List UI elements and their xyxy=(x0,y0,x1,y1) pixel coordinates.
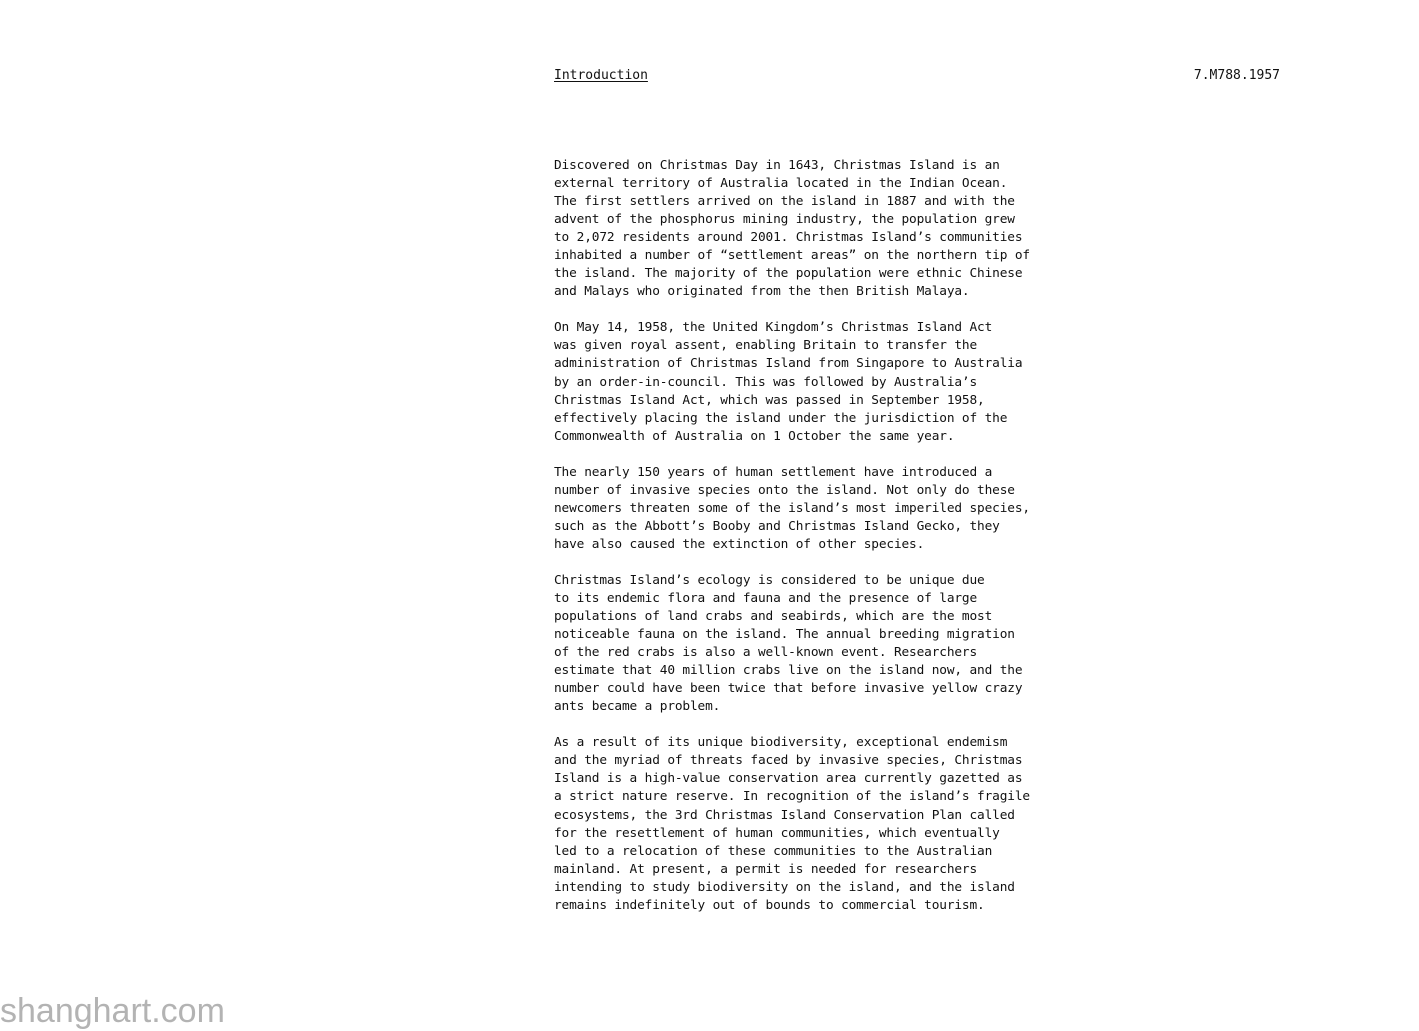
paragraph-invasive-species: The nearly 150 years of human settlement have introduced a number of invasive species onto the island. Not only do these newcomers threaten some of the island’s most imperiled species, such as the Abbott’s Booby and Christmas Island Gecko, they have also caused the extinction of other species. xyxy=(554,464,1030,552)
paragraph-ecology: Christmas Island’s ecology is considered to be unique due to its endemic flora and fauna and the presence of large populations of land crabs and seabirds, which are the most noticeable fauna on the island. The annual breeding migration of the red crabs is also a well-known event. Researchers estimate that 40 million crabs live on the island now, and the number could have been twice that before invasive yellow crazy ants became a problem. xyxy=(554,572,1023,715)
site-watermark: shanghart.com xyxy=(0,992,225,1030)
paragraph-transfer: On May 14, 1958, the United Kingdom’s Christmas Island Act was given royal assent, enabling Britain to transfer the administration of Christmas Island from Singapore to Australia by an order-in-council. This was followed by Australia’s Christmas Island Act, which was passed in September 1958, effectively placing the island under the jurisdiction of the Commonwealth of Australia on 1 October the same year. xyxy=(554,320,1023,444)
introduction-link[interactable]: Introduction xyxy=(554,68,648,83)
paragraph-discovery: Discovered on Christmas Day in 1643, Christmas Island is an external territory of Australia located in the Indian Ocean. The first settlers arrived on the island in 1887 and with the advent of the phosphorus mining industry, the population grew to 2,072 residents around 2001. Christmas Island’s communities inhabited a number of “settlement areas” on the northern tip of the island. The majority of the population were ethnic Chinese and Malays who originated from the then British Malaya. xyxy=(554,158,1030,300)
body-text xyxy=(554,157,1084,933)
paragraph-conservation: As a result of its unique biodiversity, exceptional endemism and the myriad of threats faced by invasive species, Christmas Island is a high-value conservation area currently gazetted as a strict nature reserve. In recognition of the island’s fragile ecosystems, the 3rd Christmas Island Conservation Plan called for the resettlement of human communities, which eventually led to a relocation of these communities to the Australian mainland. At present, a permit is needed for researchers intending to study biodiversity on the island, and the island remains indefinitely out of bounds to commercial tourism. xyxy=(554,735,1030,913)
document-code: 7.M788.1957 xyxy=(1193,68,1280,83)
